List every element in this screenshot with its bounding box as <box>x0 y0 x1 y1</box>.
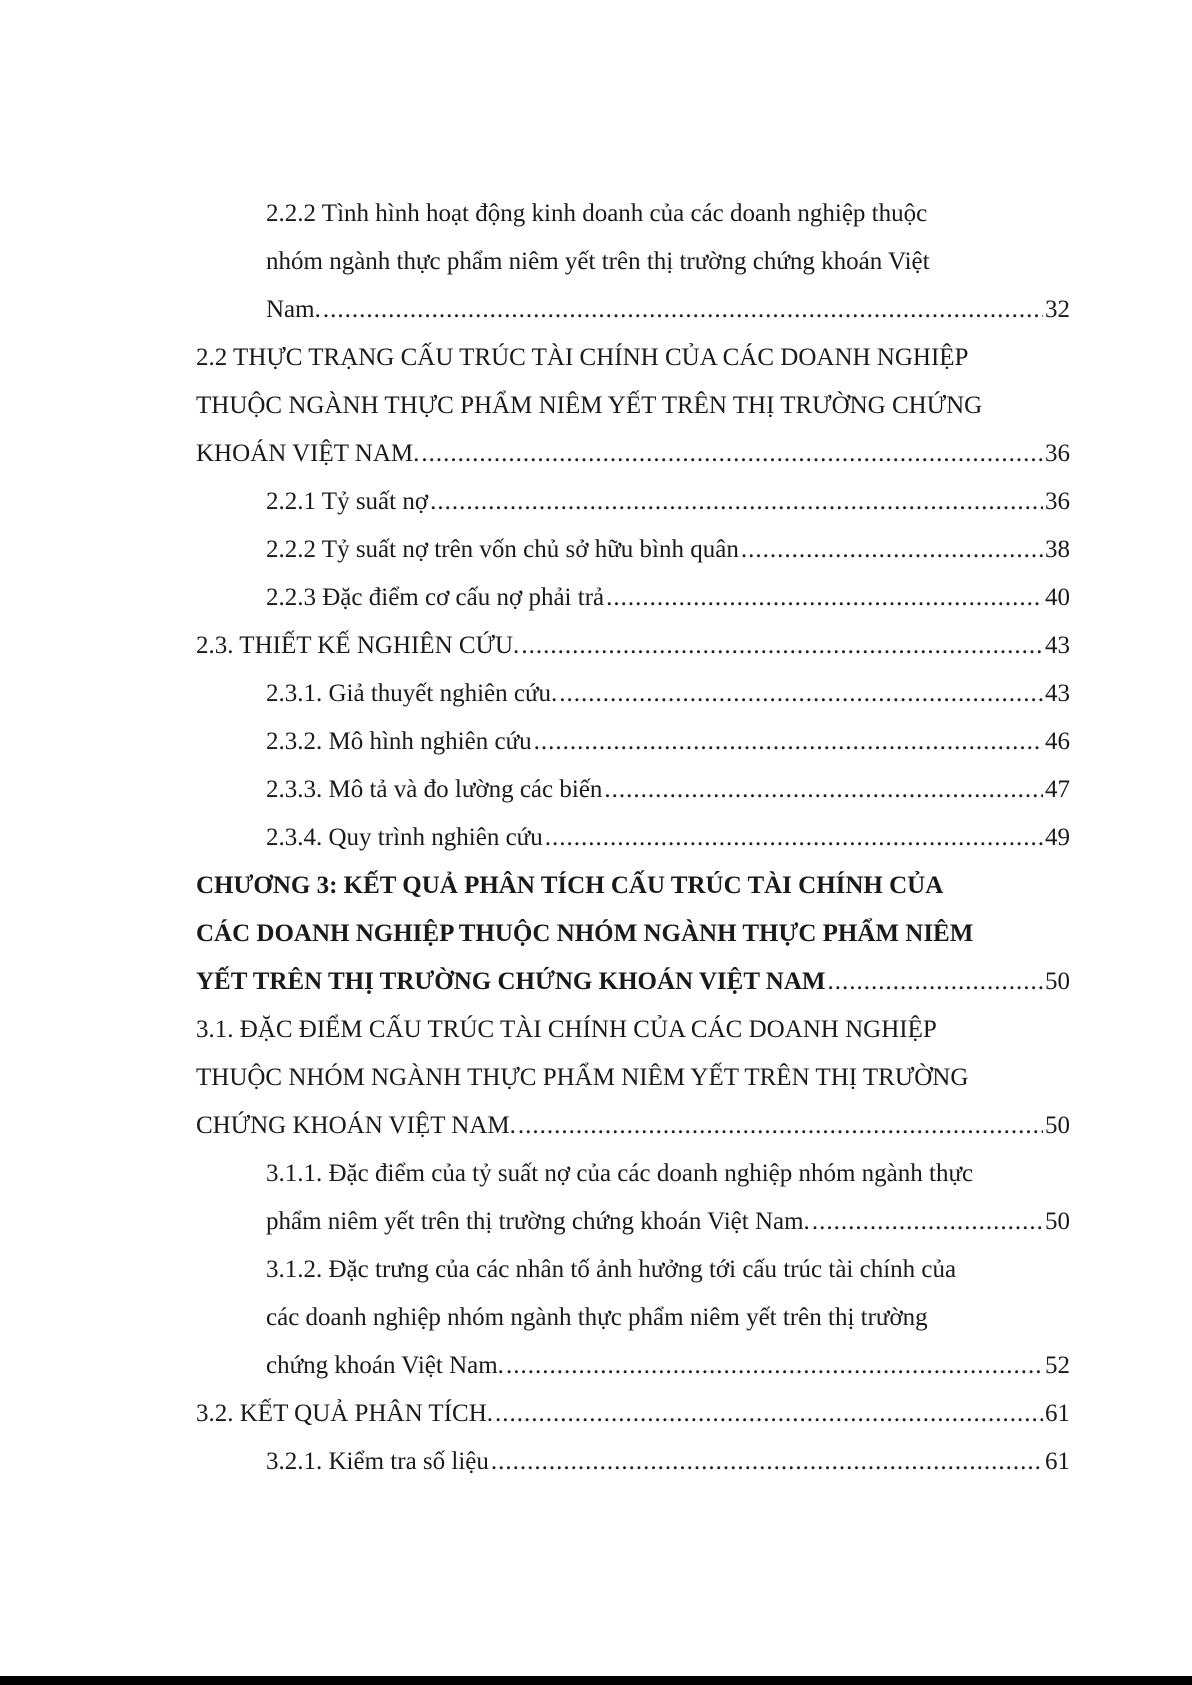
toc-entry-text: CHỨNG KHOÁN VIỆT NAM. <box>196 1112 516 1139</box>
toc-entry-3-1-1[interactable] <box>196 1150 1070 1246</box>
toc-entry-text: 2.2 THỰC TRẠNG CẤU TRÚC TÀI CHÍNH CỦA CÁC DOANH NGHIỆP <box>196 344 969 371</box>
toc-page-number: 47 <box>1045 776 1070 803</box>
toc-entry-last-line <box>266 1198 1070 1246</box>
dot-leader <box>491 1438 1043 1486</box>
toc-page-number: 36 <box>1045 488 1070 515</box>
dot-leader <box>604 766 1043 814</box>
dot-leader <box>518 1102 1043 1150</box>
toc-entry-last-line <box>266 478 1070 526</box>
toc-entry-2-2-2-business[interactable] <box>196 190 1070 334</box>
toc-entry-2-2-financial-structure[interactable] <box>196 334 1070 478</box>
toc-entry-last-line <box>266 766 1070 814</box>
toc-entry-2-3-2[interactable] <box>196 718 1070 766</box>
toc-page-number: 43 <box>1045 632 1070 659</box>
toc-page-number: 49 <box>1045 824 1070 851</box>
toc-entry-last-line <box>196 1102 1070 1150</box>
toc-entry-2-3-4[interactable] <box>196 814 1070 862</box>
toc-entry-text: 2.3.1. Giả thuyết nghiên cứu. <box>266 680 558 707</box>
table-of-contents <box>196 190 1070 1486</box>
toc-page-number: 43 <box>1045 680 1070 707</box>
toc-entry-3-2[interactable] <box>196 1390 1070 1438</box>
dot-leader <box>421 430 1043 478</box>
toc-page-number: 52 <box>1045 1352 1070 1379</box>
toc-entry-text: 3.1.2. Đặc trưng của các nhân tố ảnh hưởng tới cấu trúc tài chính của <box>266 1256 957 1283</box>
toc-entry-2-2-3[interactable] <box>196 574 1070 622</box>
toc-entry-text: 3.1.1. Đặc điểm của tỷ suất nợ của các doanh nghiệp nhóm ngành thực <box>266 1160 974 1187</box>
toc-page-number: 36 <box>1045 440 1070 467</box>
toc-entry-text: 2.2.1 Tỷ suất nợ <box>266 488 429 515</box>
toc-entry-last-line <box>266 814 1070 862</box>
dot-leader <box>495 1390 1043 1438</box>
toc-page-number: 50 <box>1045 1208 1070 1235</box>
dot-leader <box>559 670 1043 718</box>
toc-entry-text: 2.2.3 Đặc điểm cơ cấu nợ phải trả <box>266 584 605 611</box>
toc-entry-text: YẾT TRÊN THỊ TRƯỜNG CHỨNG KHOÁN VIỆT NAM <box>196 968 826 995</box>
toc-entry-last-line <box>266 574 1070 622</box>
toc-entry-text: KHOÁN VIỆT NAM. <box>196 440 420 467</box>
toc-entry-last-line <box>266 718 1070 766</box>
dot-leader <box>741 526 1043 574</box>
toc-entry-3-1-2[interactable] <box>196 1246 1070 1390</box>
dot-leader <box>521 622 1043 670</box>
toc-entry-text: THUỘC NHÓM NGÀNH THỰC PHẨM NIÊM YẾT TRÊN THỊ TRƯỜNG <box>196 1064 969 1091</box>
dot-leader <box>323 286 1043 334</box>
toc-entry-text: nhóm ngành thực phẩm niêm yết trên thị trường chứng khoán Việt <box>266 248 930 275</box>
toc-entry-last-line <box>196 430 1070 478</box>
dot-leader <box>828 958 1043 1006</box>
toc-page-number: 40 <box>1045 584 1070 611</box>
dot-leader <box>430 478 1043 526</box>
toc-page-number: 50 <box>1045 1112 1070 1139</box>
toc-entry-last-line <box>196 1390 1070 1438</box>
toc-entry-text: phẩm niêm yết trên thị trường chứng khoán Việt Nam. <box>266 1208 810 1235</box>
toc-entry-text: 2.3.3. Mô tả và đo lường các biến <box>266 776 603 803</box>
dot-leader <box>506 1342 1043 1390</box>
toc-entry-text: THUỘC NGÀNH THỰC PHẨM NIÊM YẾT TRÊN THỊ TRƯỜNG CHỨNG <box>196 392 983 419</box>
toc-entry-3-2-1[interactable] <box>196 1438 1070 1486</box>
dot-leader <box>534 718 1043 766</box>
toc-entry-text: các doanh nghiệp nhóm ngành thực phẩm niêm yết trên thị trường <box>266 1304 928 1331</box>
toc-entry-text: Nam. <box>266 296 321 323</box>
toc-entry-text: 2.3.4. Quy trình nghiên cứu <box>266 824 543 851</box>
toc-page-number: 46 <box>1045 728 1070 755</box>
toc-entry-2-3[interactable] <box>196 622 1070 670</box>
toc-page-number: 61 <box>1045 1448 1070 1475</box>
toc-page-number: 50 <box>1045 968 1070 995</box>
toc-entry-last-line <box>266 526 1070 574</box>
toc-page-number: 32 <box>1045 296 1070 323</box>
dot-leader <box>606 574 1043 622</box>
toc-entry-text: 2.2.2 Tỷ suất nợ trên vốn chủ sở hữu bình quân <box>266 536 739 563</box>
page-bottom-edge <box>0 1676 1192 1685</box>
toc-entry-text: 2.2.2 Tình hình hoạt động kinh doanh của các doanh nghiệp thuộc <box>266 200 928 227</box>
toc-page-number: 61 <box>1045 1400 1070 1427</box>
toc-entry-last-line <box>266 670 1070 718</box>
toc-entry-text: CÁC DOANH NGHIỆP THUỘC NHÓM NGÀNH THỰC PHẨM NIÊM <box>196 920 974 947</box>
toc-entry-last-line <box>196 958 1070 1006</box>
toc-entry-text: 3.1. ĐẶC ĐIỂM CẤU TRÚC TÀI CHÍNH CỦA CÁC DOANH NGHIỆP <box>196 1016 937 1043</box>
toc-entry-last-line <box>196 622 1070 670</box>
dot-leader <box>812 1198 1043 1246</box>
toc-entry-text: 2.3. THIẾT KẾ NGHIÊN CỨU. <box>196 632 520 659</box>
toc-entry-text: 2.3.2. Mô hình nghiên cứu <box>266 728 532 755</box>
toc-entry-3-1[interactable] <box>196 1006 1070 1150</box>
toc-entry-2-2-1[interactable] <box>196 478 1070 526</box>
toc-entry-text: CHƯƠNG 3: KẾT QUẢ PHÂN TÍCH CẤU TRÚC TÀI CHÍNH CỦA <box>196 872 944 899</box>
dot-leader <box>545 814 1043 862</box>
toc-entry-last-line <box>266 286 1070 334</box>
toc-entry-text: 3.2. KẾT QUẢ PHÂN TÍCH. <box>196 1400 493 1427</box>
toc-entry-2-3-3[interactable] <box>196 766 1070 814</box>
toc-entry-2-3-1[interactable] <box>196 670 1070 718</box>
toc-entry-chapter-3[interactable] <box>196 862 1070 1006</box>
toc-entry-2-2-2-debt-equity[interactable] <box>196 526 1070 574</box>
toc-entry-last-line <box>266 1438 1070 1486</box>
toc-entry-text: chứng khoán Việt Nam. <box>266 1352 504 1379</box>
toc-entry-text: 3.2.1. Kiểm tra số liệu <box>266 1448 489 1475</box>
toc-entry-last-line <box>266 1342 1070 1390</box>
toc-page-number: 38 <box>1045 536 1070 563</box>
